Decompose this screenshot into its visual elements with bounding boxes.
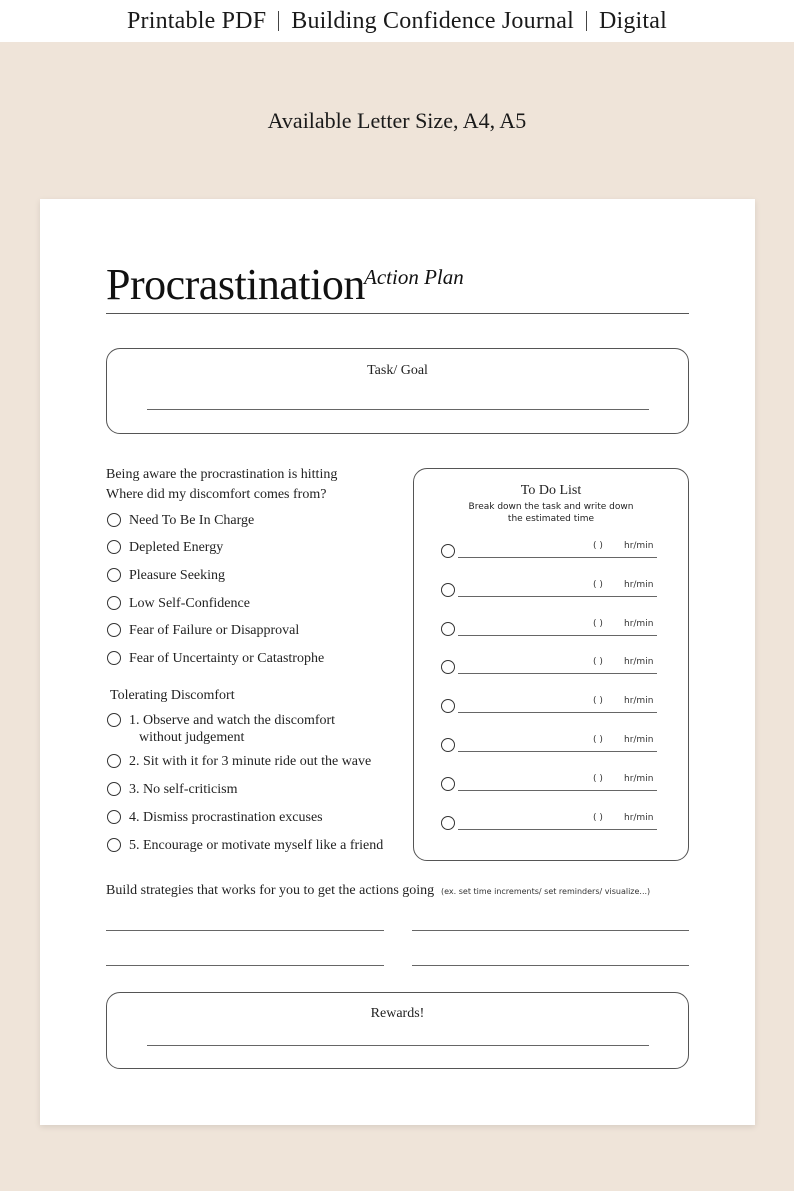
todo-time-field[interactable]: ( ) [593, 580, 603, 590]
discomfort-option[interactable]: Need To Be In Charge [107, 512, 254, 529]
todo-time-field[interactable]: ( ) [593, 657, 603, 667]
step-text: 1. Observe and watch the discomfort [129, 713, 336, 728]
tolerating-step[interactable]: 5. Encourage or motivate myself like a friend [107, 837, 383, 854]
discomfort-option[interactable]: Low Self-Confidence [107, 595, 250, 612]
discomfort-option[interactable]: Fear of Uncertainty or Catastrophe [107, 650, 324, 667]
page-subtitle: Action Plan [364, 265, 464, 289]
todo-time-unit: hr/min [624, 696, 654, 706]
top-banner [0, 0, 794, 42]
discomfort-question-line2: Where did my discomfort comes from? [106, 487, 327, 502]
todo-time-field[interactable]: ( ) [593, 696, 603, 706]
strategy-write-line[interactable] [412, 930, 689, 931]
banner-format: Printable PDF [126, 7, 267, 34]
todo-time-unit: hr/min [624, 619, 654, 629]
tolerating-heading: Tolerating Discomfort [110, 688, 235, 703]
todo-subtitle-line1: Break down the task and write down [468, 502, 634, 512]
availability-text: Available Letter Size, A4, A5 [267, 108, 527, 133]
todo-list-box [413, 468, 689, 861]
step-text-continued: without judgement [139, 730, 245, 745]
task-goal-write-line[interactable] [147, 409, 649, 410]
todo-time-field[interactable]: ( ) [593, 735, 603, 745]
todo-write-line[interactable] [458, 673, 657, 674]
banner-type: Digital [598, 7, 668, 34]
todo-checkbox[interactable] [441, 660, 455, 674]
rewards-write-line[interactable] [147, 1045, 649, 1046]
todo-time-unit: hr/min [624, 813, 654, 823]
strategy-write-line[interactable] [106, 965, 384, 966]
checkbox-circle[interactable] [107, 540, 121, 554]
task-goal-label: Task/ Goal [367, 363, 428, 378]
todo-item[interactable] [441, 694, 657, 714]
checkbox-circle[interactable] [107, 782, 121, 796]
todo-item[interactable] [441, 655, 657, 675]
todo-item[interactable] [441, 539, 657, 559]
todo-time-field[interactable]: ( ) [593, 813, 603, 823]
tolerating-step[interactable] [107, 712, 335, 746]
strategy-write-line[interactable] [106, 930, 384, 931]
discomfort-option[interactable]: Fear of Failure or Disapproval [107, 622, 299, 639]
banner-divider [586, 11, 587, 31]
todo-checkbox[interactable] [441, 699, 455, 713]
todo-checkbox[interactable] [441, 777, 455, 791]
page-title: Procrastination [106, 260, 365, 309]
tolerating-step[interactable]: 4. Dismiss procrastination excuses [107, 809, 323, 826]
strategies-example: (ex. set time increments/ set reminders/ visualize...) [441, 887, 651, 896]
rewards-label: Rewards! [370, 1006, 425, 1021]
checkbox-circle[interactable] [107, 838, 121, 852]
todo-item[interactable] [441, 811, 657, 831]
todo-item[interactable] [441, 578, 657, 598]
todo-item[interactable] [441, 617, 657, 637]
todo-time-unit: hr/min [624, 774, 654, 784]
checkbox-circle[interactable] [107, 754, 121, 768]
todo-item[interactable] [441, 733, 657, 753]
banner-product: Building Confidence Journal [291, 7, 574, 34]
todo-write-line[interactable] [458, 557, 657, 558]
todo-checkbox[interactable] [441, 544, 455, 558]
todo-subtitle-line2: the estimated time [507, 514, 595, 524]
checkbox-circle[interactable] [107, 651, 121, 665]
todo-checkbox[interactable] [441, 583, 455, 597]
checkbox-circle[interactable] [107, 596, 121, 610]
checkbox-circle[interactable] [107, 568, 121, 582]
checkbox-circle[interactable] [107, 810, 121, 824]
todo-title: To Do List [520, 483, 582, 498]
banner-divider [278, 11, 279, 31]
discomfort-option[interactable]: Depleted Energy [107, 539, 223, 556]
worksheet-page [40, 199, 755, 1125]
task-goal-box [106, 348, 689, 434]
todo-subtitle [414, 501, 688, 525]
strategies-label: Build strategies that works for you to get the actions going [106, 883, 435, 898]
todo-time-unit: hr/min [624, 735, 654, 745]
todo-write-line[interactable] [458, 635, 657, 636]
todo-write-line[interactable] [458, 790, 657, 791]
todo-time-unit: hr/min [624, 541, 654, 551]
checkbox-circle[interactable] [107, 623, 121, 637]
todo-write-line[interactable] [458, 596, 657, 597]
todo-checkbox[interactable] [441, 738, 455, 752]
todo-time-field[interactable]: ( ) [593, 619, 603, 629]
todo-item[interactable] [441, 772, 657, 792]
strategy-write-line[interactable] [412, 965, 689, 966]
checkbox-circle[interactable] [107, 513, 121, 527]
todo-checkbox[interactable] [441, 622, 455, 636]
discomfort-option[interactable]: Pleasure Seeking [107, 567, 225, 584]
todo-time-field[interactable]: ( ) [593, 774, 603, 784]
discomfort-question-line1: Being aware the procrastination is hitting [106, 467, 338, 482]
tolerating-step[interactable]: 3. No self-criticism [107, 781, 237, 798]
todo-write-line[interactable] [458, 751, 657, 752]
checkbox-circle[interactable] [107, 713, 121, 727]
todo-checkbox[interactable] [441, 816, 455, 830]
todo-time-unit: hr/min [624, 657, 654, 667]
rewards-box [106, 992, 689, 1069]
title-divider [106, 313, 689, 314]
todo-time-field[interactable]: ( ) [593, 541, 603, 551]
todo-write-line[interactable] [458, 829, 657, 830]
todo-time-unit: hr/min [624, 580, 654, 590]
todo-write-line[interactable] [458, 712, 657, 713]
tolerating-step[interactable]: 2. Sit with it for 3 minute ride out the wave [107, 753, 371, 770]
